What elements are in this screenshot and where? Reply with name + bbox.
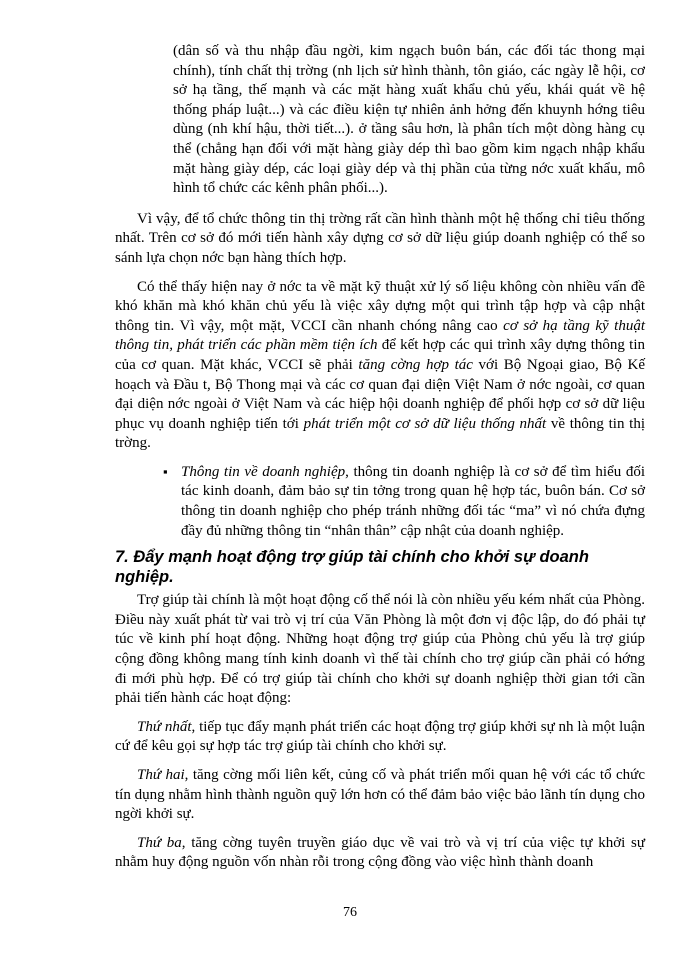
- section-heading: 7. Đẩy mạnh hoạt động trợ giúp tài chính cho khởi sự doanh nghiệp.: [115, 548, 589, 587]
- paragraph-second: [115, 766, 645, 825]
- text-run: , tăng cờng tuyên truyền giáo dục về vai trò và vị trí của việc tự khởi sự nhằm huy động nguồn vốn nhàn rỗi trong cộng đồng vào việc hình thành doanh: [115, 834, 645, 871]
- text-run: Có thể thấy hiện nay ở nớc ta về mặt kỹ thuật xử lý số liệu không còn nhiều vấn đề khó khăn mà khó khăn chủ yếu là việc xây dựng một qui trình tập hợp và cập nhật thông tin. Vì vậy, một mặt, VCCI cần nhanh chóng nâng cao: [115, 278, 645, 334]
- paragraph-data-processing: [115, 278, 645, 454]
- bullet-text: , thông tin doanh nghiệp là cơ sở để tìm hiểu đối tác kinh doanh, đảm bảo sự tin tởng trong quan hệ hợp tác, buôn bán. Cơ sở thông tin doanh nghiệp cho phép tránh những đối tác “ma” vì nó chứa đựng đầy đủ những thông tin “nhân thân” cập nhật của doanh nghiệp.: [181, 463, 645, 539]
- text-run: về thông tin thị trờng.: [115, 415, 645, 452]
- paragraph-information-system: Vì vậy, để tổ chức thông tin thị trờng rất cần hình thành một hệ thống chỉ tiêu thống nhất. Trên cơ sở đó mới tiến hành xây dựng cơ sở dữ liệu giúp doanh nghiệp có thể so sánh lựa chọn nớc bạn hàng thích hợp.: [115, 210, 645, 266]
- emphasis-unified-database: phát triển một cơ sở dữ liệu thống nhất: [303, 415, 547, 432]
- text-run: để kết hợp các qui trình xây dựng thông tin của cơ quan. Mặt khác, VCCI sẽ phải: [115, 337, 645, 373]
- text-run: với Bộ Ngoại giao, Bộ Kế hoạch và Đầu t, Bộ Thong mại và các cơ quan đại diện Việt Nam ở nớc ngoài, cơ quan đại diện nớc ngoài ở Việt Nam và các hiệp hội doanh nghiệp để phối hợp cơ sở dữ liệu phục vụ doanh nghiệp tiến tới: [115, 356, 645, 432]
- continuation-paragraph: (dân số và thu nhập đầu ngời, kim ngạch buôn bán, các đối tác thong mại chính), tính chất thị trờng (nh lịch sử hình thành, tôn giáo, các ngày lễ hội, cơ sở hạ tầng, thế mạnh và các mặt hàng xuất khẩu chủ yếu, khái quát về hệ thống pháp luật...) và các điều kiện tự nhiên ảnh hởng đến khuynh hớng tiêu dùng (nh khí hậu, thời tiết...). ở tầng sâu hơn, là phân tích một dòng hàng cụ thể (chẳng hạn đối với mặt hàng giày dép thì bao gồm kim ngạch nhập khẩu mặt hàng giày dép, các loại giày dép và thị phần của từng nớc xuất khẩu, mô hình tổ chức các kênh phân phối...).: [173, 43, 645, 197]
- emphasis-infrastructure: cơ sở hạ tầng kỹ thuật thông tin, phát triển các phần mềm tiện ích: [115, 317, 645, 354]
- text-run: , tăng cờng mối liên kết, củng cố và phát triển mối quan hệ với các tổ chức tín dụng nhằm hình thành nguồn quỹ lớn hơn có thể đảm bảo việc bảo lãnh tín dụng cho ngời khởi sự.: [115, 767, 645, 823]
- ordinal-third: Thứ ba: [137, 834, 182, 851]
- page-body: [115, 42, 645, 882]
- bullet-square-icon: ▪: [163, 463, 168, 479]
- bullet-item-enterprise-info: [163, 463, 645, 541]
- paragraph-third: [115, 834, 645, 873]
- ordinal-second: Thứ hai: [137, 767, 185, 783]
- text-run: , tiếp tục đẩy mạnh phát triển các hoạt động trợ giúp khởi sự nh là một luận cứ để kêu gọi sự hợp tác trợ giúp tài chính cho khởi sự.: [115, 718, 645, 755]
- paragraph-first: [115, 718, 645, 757]
- bullet-lead: Thông tin về doanh nghiệp: [181, 463, 346, 480]
- page-number: 76: [343, 905, 357, 920]
- ordinal-first: Thứ nhất: [137, 718, 192, 735]
- paragraph-financial-support: Trợ giúp tài chính là một hoạt động cố thể nói là còn nhiều yếu kém nhất của Phòng. Điều này xuất phát từ vai trò vị trí của Văn Phòng là một đơn vị độc lập, do đó phải tự túc về kinh phí hoạt động. Những hoạt động trợ giúp của Phòng chủ yếu là trợ giúp cộng đồng không mang tính kinh doanh vì thế tài chính cho trợ giúp cần phải có hớng đi mới phù hợp. Để có trợ giúp tài chính cho khởi sự doanh nghiệp thời gian tới cần phải tiến hành các hoạt động:: [115, 592, 645, 707]
- emphasis-cooperation: tăng cờng hợp tác: [358, 356, 473, 373]
